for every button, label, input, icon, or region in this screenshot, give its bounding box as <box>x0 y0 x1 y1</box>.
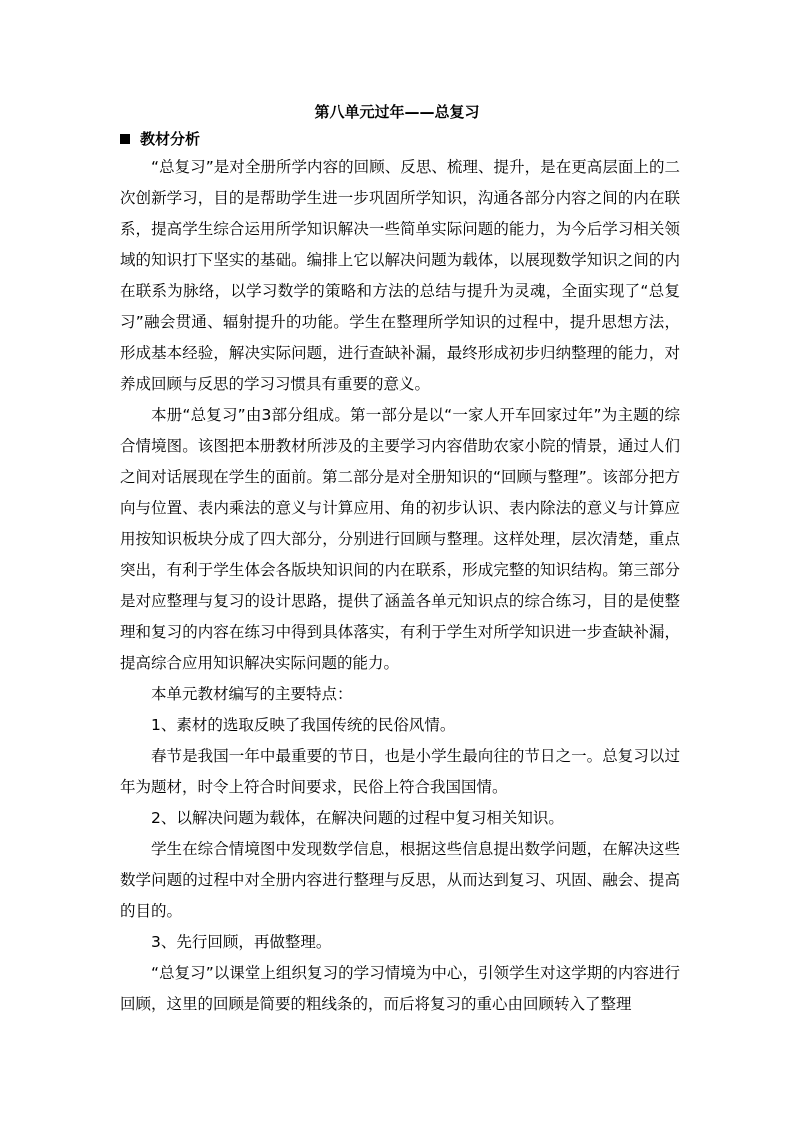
paragraph-feature-3-heading: 3、先行回顾，再做整理。 <box>151 933 332 951</box>
paragraph-overview: “总复习”是对全册所学内容的回顾、反思、梳理、提升，是在更高层面上的二次创新学习，目的是帮助学生进一步巩固所学知识，沟通各部分内容之间的内在联系，提高学生综合运用所学知识解决一些简单实际问题的能力，为今后学习相关领域的知识打下坚实的基础。编排上它以解决问题为载体，以展现数学知识之间的内在联系为脉络，以学习数学的策略和方法的总结与提升为灵魂，全面实现了“总复习”融会贯通、辐射提升的功能。学生在整理所学知识的过程中，提升思想方法，形成基本经验，解决实际问题，进行查缺补漏，最终形成初步归纳整理的能力，对养成回顾与反思的学习习惯具有重要的意义。 <box>120 158 680 393</box>
paragraph-feature-1-heading: 1、素材的选取反映了我国传统的民俗风情。 <box>151 716 456 734</box>
paragraph-feature-3-body: “总复习”以课堂上组织复习的学习情境为中心，引领学生对这学期的内容进行回顾，这里的回顾是简要的粗线条的，而后将复习的重心由回顾转入了整理 <box>120 964 680 1013</box>
section-heading-text: 教材分析 <box>140 130 201 148</box>
paragraph-feature-2-body: 学生在综合情境图中发现数学信息，根据这些信息提出数学问题，在解决这些数学问题的过程中对全册内容进行整理与反思，从而达到复习、巩固、融会、提高的目的。 <box>120 840 680 920</box>
paragraph-feature-2-heading: 2、以解决问题为载体，在解决问题的过程中复习相关知识。 <box>151 809 564 827</box>
paragraph-features-intro: 本单元教材编写的主要特点： <box>151 685 353 703</box>
document-title: 第八单元过年——总复习 <box>314 103 480 121</box>
paragraph-structure: 本册“总复习”由3部分组成。第一部分是以“一家人开车回家过年”为主题的综合情境图。该图把本册教材所涉及的主要学习内容借助农家小院的情景，通过人们之间对话展现在学生的面前。第二部分是对全册知识的“回顾与整理”。该部分把方向与位置、表内乘法的意义与计算应用、角的初步认识、表内除法的意义与计算应用按知识板块分成了四大部分，分别进行回顾与整理。这样处理，层次清楚，重点突出，有利于学生体会各版块知识间的内在联系，形成完整的知识结构。第三部分是对应整理与复习的设计思路，提供了涵盖各单元知识点的综合练习，目的是使整理和复习的内容在练习中得到具体落实，有利于学生对所学知识进一步查缺补漏，提高综合应用知识解决实际问题的能力。 <box>120 406 680 672</box>
document-body <box>120 152 680 1020</box>
paragraph-feature-1-body: 春节是我国一年中最重要的节日，也是小学生最向往的节日之一。总复习以过年为题材，时令上符合时间要求，民俗上符合我国国情。 <box>120 747 680 796</box>
section-heading <box>120 128 200 150</box>
square-bullet-icon <box>120 134 130 144</box>
